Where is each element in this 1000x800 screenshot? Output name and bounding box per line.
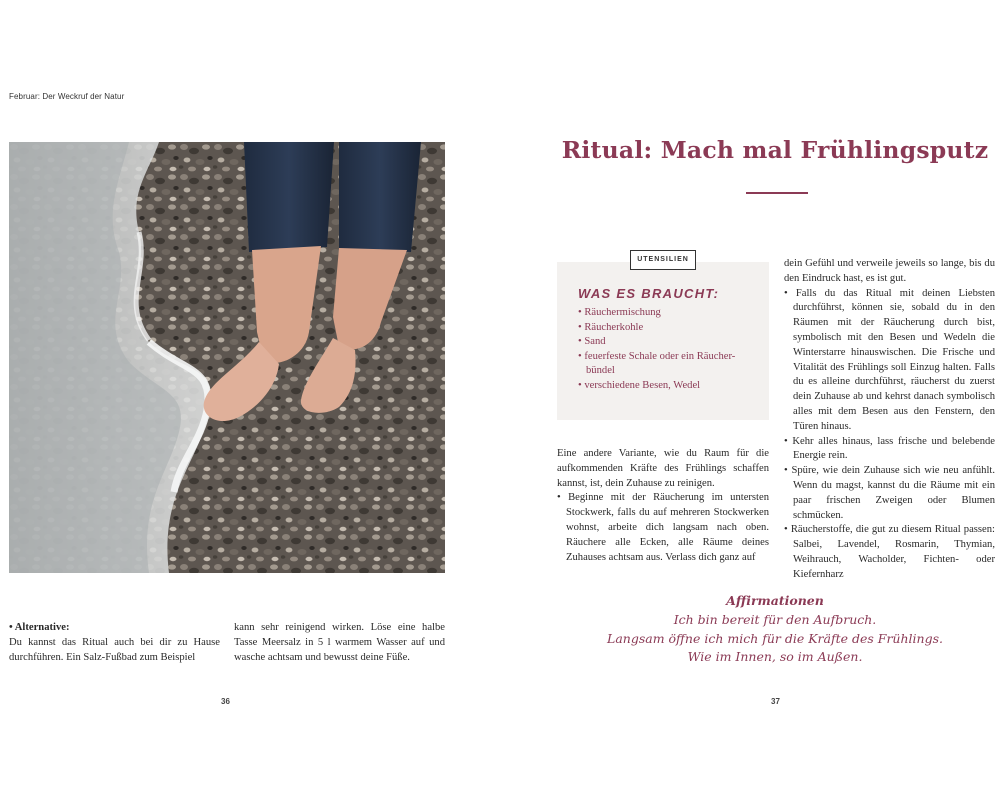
affirmation-line: Ich bin bereit für den Aufbruch.	[673, 611, 877, 627]
bullet-paragraph: • Falls du das Ritual mit deinen Liebsten durchführst, können sie, sobald du in den Räumen mit der Räucherung durch bist, symbolisch mit den Besen und Wedeln die Winterstarre hinauswischen. Die Frische und Vitalität des Frühlings soll Einzug halten. Falls du es alleine durchführst, räucherst du zuerst dein Zuhause ab und kehrst danach symbolisch alles mit dem Besen aus den Fenstern, den Türen hinaus.	[784, 287, 995, 432]
left-column-2	[234, 621, 445, 665]
right-page-left-column	[557, 447, 769, 565]
list-item: • Räuchermischung	[578, 307, 661, 318]
left-column-1	[9, 621, 220, 665]
list-item: • verschiedene Besen, Wedel	[578, 379, 701, 391]
affirmation-line: Wie im Innen, so im Außen.	[687, 649, 863, 665]
bullet-paragraph: • Beginne mit der Räucherung im untersten Stockwerk, falls du auf mehreren Stockwerken wohnst, arbeite dich langsam nach oben. Räuchere alle Ecken, alle Räume deines Zuhauses achtsam aus. Verlass dich ganz auf	[557, 492, 769, 563]
utensilien-label: UTENSILIEN	[630, 250, 696, 270]
alternative-heading: • Alternative:	[9, 622, 70, 633]
utensilien-list	[578, 306, 763, 394]
footbath-text: kann sehr reinigend wirken. Löse eine halbe Tasse Meersalz in 5 l warmem Wasser auf und wasche achtsam und bewusst deine Füße.	[234, 622, 445, 663]
running-head: Februar: Der Weckruf der Natur	[9, 92, 125, 101]
intro-paragraph: Eine andere Variante, wie du Raum für die aufkommenden Kräfte des Frühlings schaffen kannst, ist, dein Zuhause zu reinigen.	[557, 448, 769, 489]
affirmation-line: Langsam öffne ich mich für die Kräfte des Frühlings.	[607, 630, 943, 646]
ritual-title: Ritual: Mach mal Frühlingsputz	[561, 136, 989, 164]
was-es-braucht-heading: WAS ES BRAUCHT:	[578, 286, 720, 301]
photo-bare-feet-on-pebble-shore	[9, 142, 445, 573]
bullet-paragraph: • Räucherstoffe, die gut zu diesem Ritual passen: Salbei, Lavendel, Rosmarin, Thymian, Weihrauch, Wacholder, Fichten- oder Kiefernharz	[784, 524, 995, 580]
list-item: • feuerfeste Schale oder ein Räucher-bündel	[578, 350, 736, 377]
alternative-text: Du kannst das Ritual auch bei dir zu Hause durchführen. Ein Salz-Fußbad zum Beispiel	[9, 636, 220, 663]
affirmations-heading: Affirmationen	[726, 593, 824, 608]
list-item: • Räucherkohle	[578, 321, 644, 333]
page-number-left: 36	[221, 697, 230, 706]
bullet-paragraph: • Spüre, wie dein Zuhause sich wie neu anfühlt. Wenn du magst, kannst du die Räume mit ein paar frischen Zweigen oder Blumen schmücken.	[784, 465, 995, 521]
continuation-paragraph: dein Gefühl und verweile jeweils so lange, bis du den Eindruck hast, es ist gut.	[784, 258, 995, 284]
affirmations-block	[560, 592, 990, 667]
title-divider	[746, 192, 808, 194]
right-page-right-column	[784, 257, 995, 583]
list-item: • Sand	[578, 336, 606, 348]
bullet-paragraph: • Kehr alles hinaus, lass frische und belebende Energie rein.	[784, 435, 995, 462]
page-number-right: 37	[771, 697, 780, 706]
